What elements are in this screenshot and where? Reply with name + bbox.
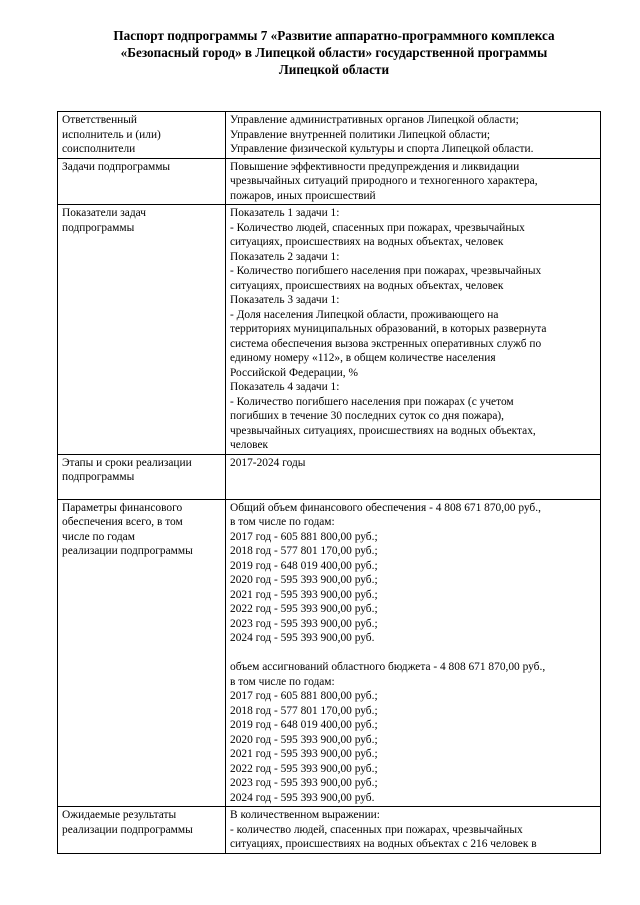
content-line: Общий объем финансового обеспечения - 4 808 671 870,00 руб., (230, 501, 541, 514)
row-label-cell (58, 454, 226, 499)
content-line: 2018 год - 577 801 170,00 руб.; (230, 545, 378, 557)
label-line: реализации подпрограммы (62, 545, 193, 557)
label-line: обеспечения всего, в том (62, 516, 183, 528)
label-line: реализации подпрограммы (62, 823, 193, 836)
content-line: человек (230, 439, 269, 451)
content-line: - Количество погибшего населения при пожарах, чрезвычайных (230, 265, 542, 277)
content-line: Показатель 1 задачи 1: (230, 207, 340, 219)
table-row-financing (58, 499, 601, 807)
row-content-cell (226, 454, 601, 499)
content-line: единому номеру «112», в общем количестве населения (230, 352, 496, 364)
content-line: 2021 год - 595 393 900,00 руб.; (230, 748, 378, 760)
content-line: 2019 год - 648 019 400,00 руб.; (230, 559, 378, 572)
row-label-cell (58, 807, 226, 854)
content-line: ситуациях, происшествиях на водных объектах с 216 человек в (230, 838, 537, 850)
content-line: Управление административных органов Липецкой области; (230, 114, 519, 126)
content-line: Показатель 2 задачи 1: (230, 250, 340, 263)
table-row-stages (58, 454, 601, 499)
content-line: в том числе по годам: (230, 675, 335, 688)
content-line: чрезвычайных ситуаций природного и техногенного характера, (230, 175, 538, 187)
content-line: Управление внутренней политики Липецкой области; (230, 128, 491, 141)
row-content-cell (226, 158, 601, 205)
passport-table-body (58, 112, 601, 854)
title-line: Паспорт подпрограммы 7 «Развитие аппаратно-программного комплекса (113, 28, 555, 43)
content-line: пожаров, иных происшествий (230, 189, 376, 202)
content-line: 2018 год - 577 801 170,00 руб.; (230, 704, 378, 717)
content-line: Показатель 4 задачи 1: (230, 381, 340, 393)
content-line: Российской Федерации, % (230, 366, 358, 379)
label-line: Ответственный (62, 114, 138, 126)
content-line: 2024 год - 595 393 900,00 руб. (230, 632, 375, 644)
paragraph-gap (230, 646, 597, 661)
content-line: объем ассигнований областного бюджета - 4 808 671 870,00 руб., (230, 661, 546, 673)
row-label-cell (58, 205, 226, 455)
content-line: 2023 год - 595 393 900,00 руб.; (230, 777, 378, 789)
content-line: 2017-2024 годы (230, 456, 306, 469)
content-line: - Доля населения Липецкой области, проживающего на (230, 308, 499, 321)
row-content-cell (226, 112, 601, 159)
title-line: Липецкой области (278, 62, 390, 77)
content-line: 2020 год - 595 393 900,00 руб.; (230, 574, 378, 586)
content-line: погибших в течение 30 последних суток со дня пожара), (230, 410, 505, 422)
content-line: территориях муниципальных образований, в которых развернута (230, 323, 547, 335)
label-line: Задачи подпрограммы (62, 160, 171, 173)
content-line: чрезвычайных ситуациях, происшествиях на водных объектах, (230, 424, 536, 437)
passport-table (57, 111, 601, 854)
title-line: «Безопасный город» в Липецкой области» государственной программы (120, 45, 548, 60)
content-line: 2017 год - 605 881 800,00 руб.; (230, 530, 378, 543)
label-line: Параметры финансового (62, 501, 183, 514)
content-line: ситуациях, происшествиях на водных объектах, человек (230, 236, 504, 248)
label-line: подпрограммы (62, 471, 135, 483)
row-label-cell (58, 158, 226, 205)
row-content-cell (226, 807, 601, 854)
label-line: исполнитель и (или) (62, 128, 161, 141)
content-line: - Количество погибшего населения при пожарах (с учетом (230, 395, 514, 408)
row-label-cell (58, 499, 226, 807)
content-line: 2022 год - 595 393 900,00 руб.; (230, 762, 378, 775)
label-line: Ожидаемые результаты (62, 809, 177, 821)
table-row-indicators (58, 205, 601, 455)
label-line: числе по годам (62, 530, 135, 543)
content-line: 2023 год - 595 393 900,00 руб.; (230, 617, 378, 630)
label-line: Этапы и сроки реализации (62, 456, 192, 469)
table-row-results (58, 807, 601, 854)
content-line: в том числе по годам: (230, 516, 335, 528)
content-line: - Количество людей, спасенных при пожарах, чрезвычайных (230, 221, 525, 234)
label-line: Показатели задач (62, 207, 146, 219)
row-content-cell (226, 499, 601, 807)
content-line: 2024 год - 595 393 900,00 руб. (230, 791, 375, 804)
row-content-cell (226, 205, 601, 455)
content-line: система обеспечения вызова экстренных оперативных служб по (230, 337, 542, 350)
content-line: В количественном выражении: (230, 809, 380, 821)
content-line: 2021 год - 595 393 900,00 руб.; (230, 588, 378, 601)
label-line: подпрограммы (62, 221, 135, 234)
content-line: Управление физической культуры и спорта Липецкой области. (230, 143, 534, 155)
content-line: 2022 год - 595 393 900,00 руб.; (230, 603, 378, 615)
content-line: 2017 год - 605 881 800,00 руб.; (230, 690, 378, 702)
content-line: ситуациях, происшествиях на водных объектах, человек (230, 279, 504, 292)
table-row-responsible (58, 112, 601, 159)
label-line: соисполнители (62, 143, 136, 155)
row-label-cell (58, 112, 226, 159)
table-row-tasks (58, 158, 601, 205)
content-line: Повышение эффективности предупреждения и ликвидации (230, 160, 520, 173)
content-line: - количество людей, спасенных при пожарах, чрезвычайных (230, 823, 523, 836)
page-title (70, 27, 598, 78)
content-line: 2020 год - 595 393 900,00 руб.; (230, 733, 378, 746)
content-line: 2019 год - 648 019 400,00 руб.; (230, 719, 378, 731)
content-line: Показатель 3 задачи 1: (230, 294, 340, 306)
